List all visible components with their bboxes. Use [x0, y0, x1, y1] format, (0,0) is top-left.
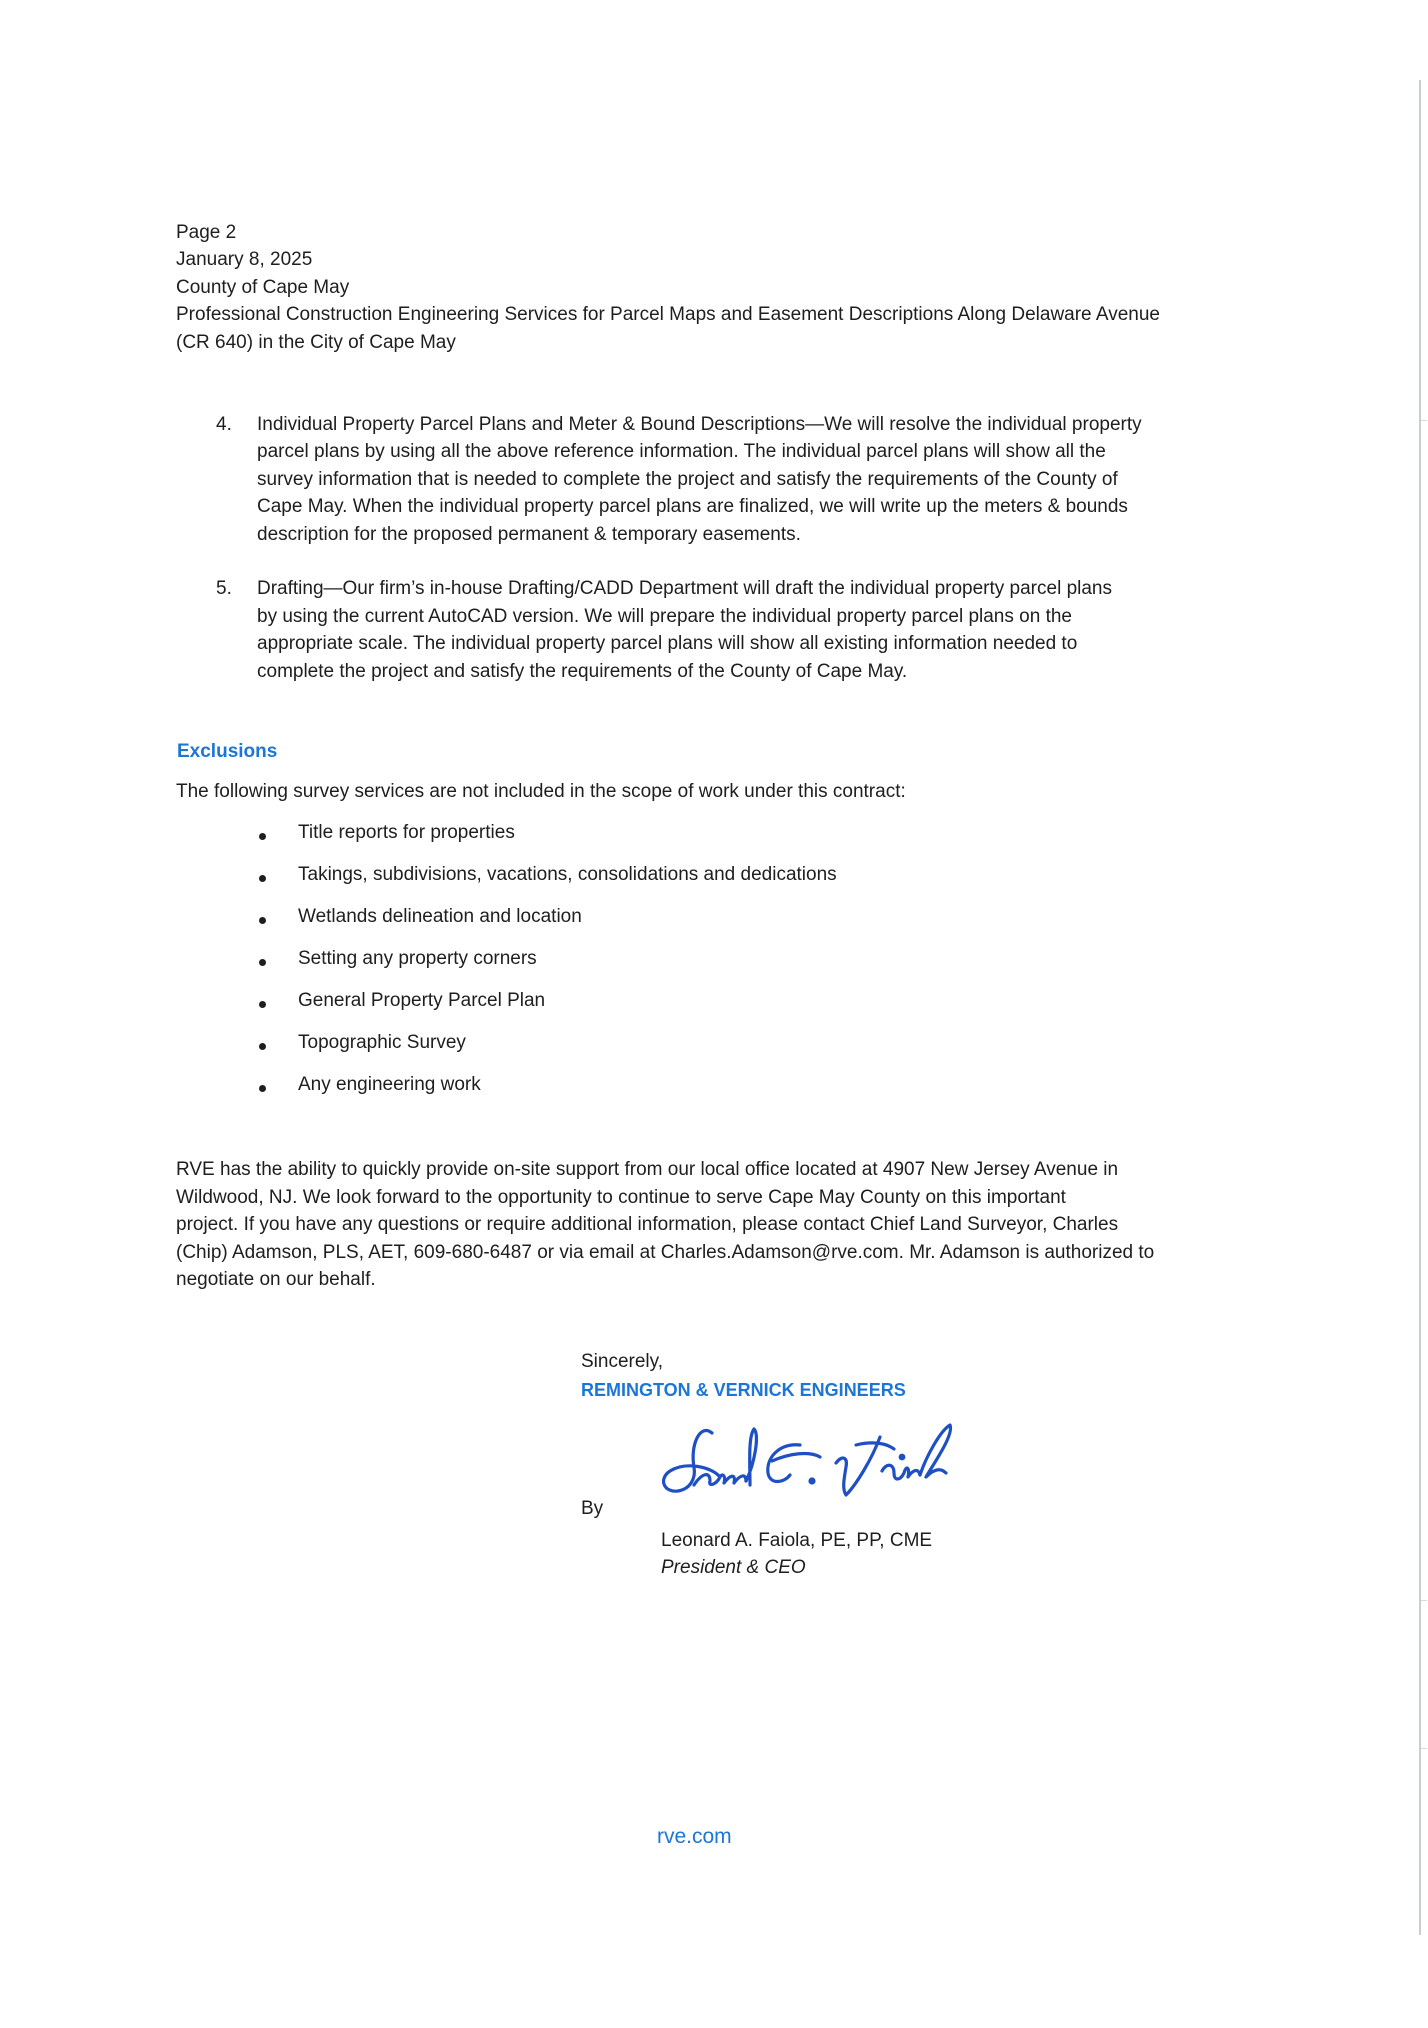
page-edge-tick: [1421, 1748, 1427, 1749]
item-line: survey information that is needed to complete the project and satisfy the requirements of the County of: [257, 469, 1118, 490]
page-edge-line: [1419, 80, 1421, 1935]
company-name: REMINGTON & VERNICK ENGINEERS: [581, 1380, 906, 1400]
paragraph-line: (Chip) Adamson, PLS, AET, 609-680-6487 or via email at Charles.Adamson@rve.com. Mr. Adamson is authorized to: [176, 1242, 1155, 1263]
exclusion-item: Topographic Survey: [298, 1032, 466, 1053]
paragraph-line: project. If you have any questions or require additional information, please contact Chief Land Surveyor, Charles: [176, 1214, 1119, 1235]
page-edge-tick: [1421, 1600, 1427, 1601]
bullet-icon: [259, 1085, 266, 1092]
subject-line-1: Professional Construction Engineering Services for Parcel Maps and Easement Descriptions Along Delaware Avenue: [176, 304, 1160, 325]
paragraph-line: negotiate on our behalf.: [176, 1269, 376, 1290]
exclusions-intro: The following survey services are not included in the scope of work under this contract:: [176, 781, 906, 802]
signer-name: Leonard A. Faiola, PE, PP, CME: [661, 1530, 933, 1551]
item-line: parcel plans by using all the above reference information. The individual parcel plans will show all the: [257, 441, 1106, 462]
handwritten-signature-icon: [650, 1415, 970, 1510]
exclusion-item: Any engineering work: [298, 1074, 481, 1095]
subject-line-2: (CR 640) in the City of Cape May: [176, 332, 456, 353]
footer-website-link[interactable]: rve.com: [657, 1825, 732, 1848]
bullet-icon: [259, 875, 266, 882]
item-line: appropriate scale. The individual property parcel plans will show all existing information needed to: [257, 633, 1078, 654]
exclusion-item: General Property Parcel Plan: [298, 990, 546, 1011]
paragraph-line: Wildwood, NJ. We look forward to the opportunity to continue to serve Cape May County on this important: [176, 1187, 1066, 1208]
exclusions-heading: Exclusions: [177, 741, 278, 762]
item-line: Cape May. When the individual property parcel plans are finalized, we will write up the meters & bounds: [257, 496, 1128, 517]
salutation: Sincerely,: [581, 1351, 664, 1372]
item-number: 4.: [216, 414, 232, 435]
item-line: description for the proposed permanent & temporary easements.: [257, 524, 801, 545]
item-number: 5.: [216, 578, 232, 599]
exclusion-item: Takings, subdivisions, vacations, consolidations and dedications: [298, 864, 837, 885]
bullet-icon: [259, 1043, 266, 1050]
exclusion-item: Wetlands delineation and location: [298, 906, 582, 927]
by-label: By: [581, 1498, 604, 1519]
bullet-icon: [259, 1001, 266, 1008]
item-line: Individual Property Parcel Plans and Meter & Bound Descriptions—We will resolve the individual property: [257, 414, 1142, 435]
recipient: County of Cape May: [176, 277, 350, 298]
signer-title: President & CEO: [661, 1557, 806, 1578]
item-line: Drafting—Our firm’s in-house Drafting/CADD Department will draft the individual property parcel plans: [257, 578, 1112, 599]
exclusion-item: Title reports for properties: [298, 822, 515, 843]
page-label: Page 2: [176, 222, 237, 243]
bullet-icon: [259, 917, 266, 924]
bullet-icon: [259, 959, 266, 966]
page-edge-tick: [1421, 420, 1427, 421]
paragraph-line: RVE has the ability to quickly provide on-site support from our local office located at 4907 New Jersey Avenue in: [176, 1159, 1119, 1180]
item-line: complete the project and satisfy the requirements of the County of Cape May.: [257, 661, 908, 682]
exclusion-item: Setting any property corners: [298, 948, 537, 969]
item-line: by using the current AutoCAD version. We will prepare the individual property parcel plans on the: [257, 606, 1072, 627]
bullet-icon: [259, 833, 266, 840]
letter-date: January 8, 2025: [176, 249, 313, 270]
